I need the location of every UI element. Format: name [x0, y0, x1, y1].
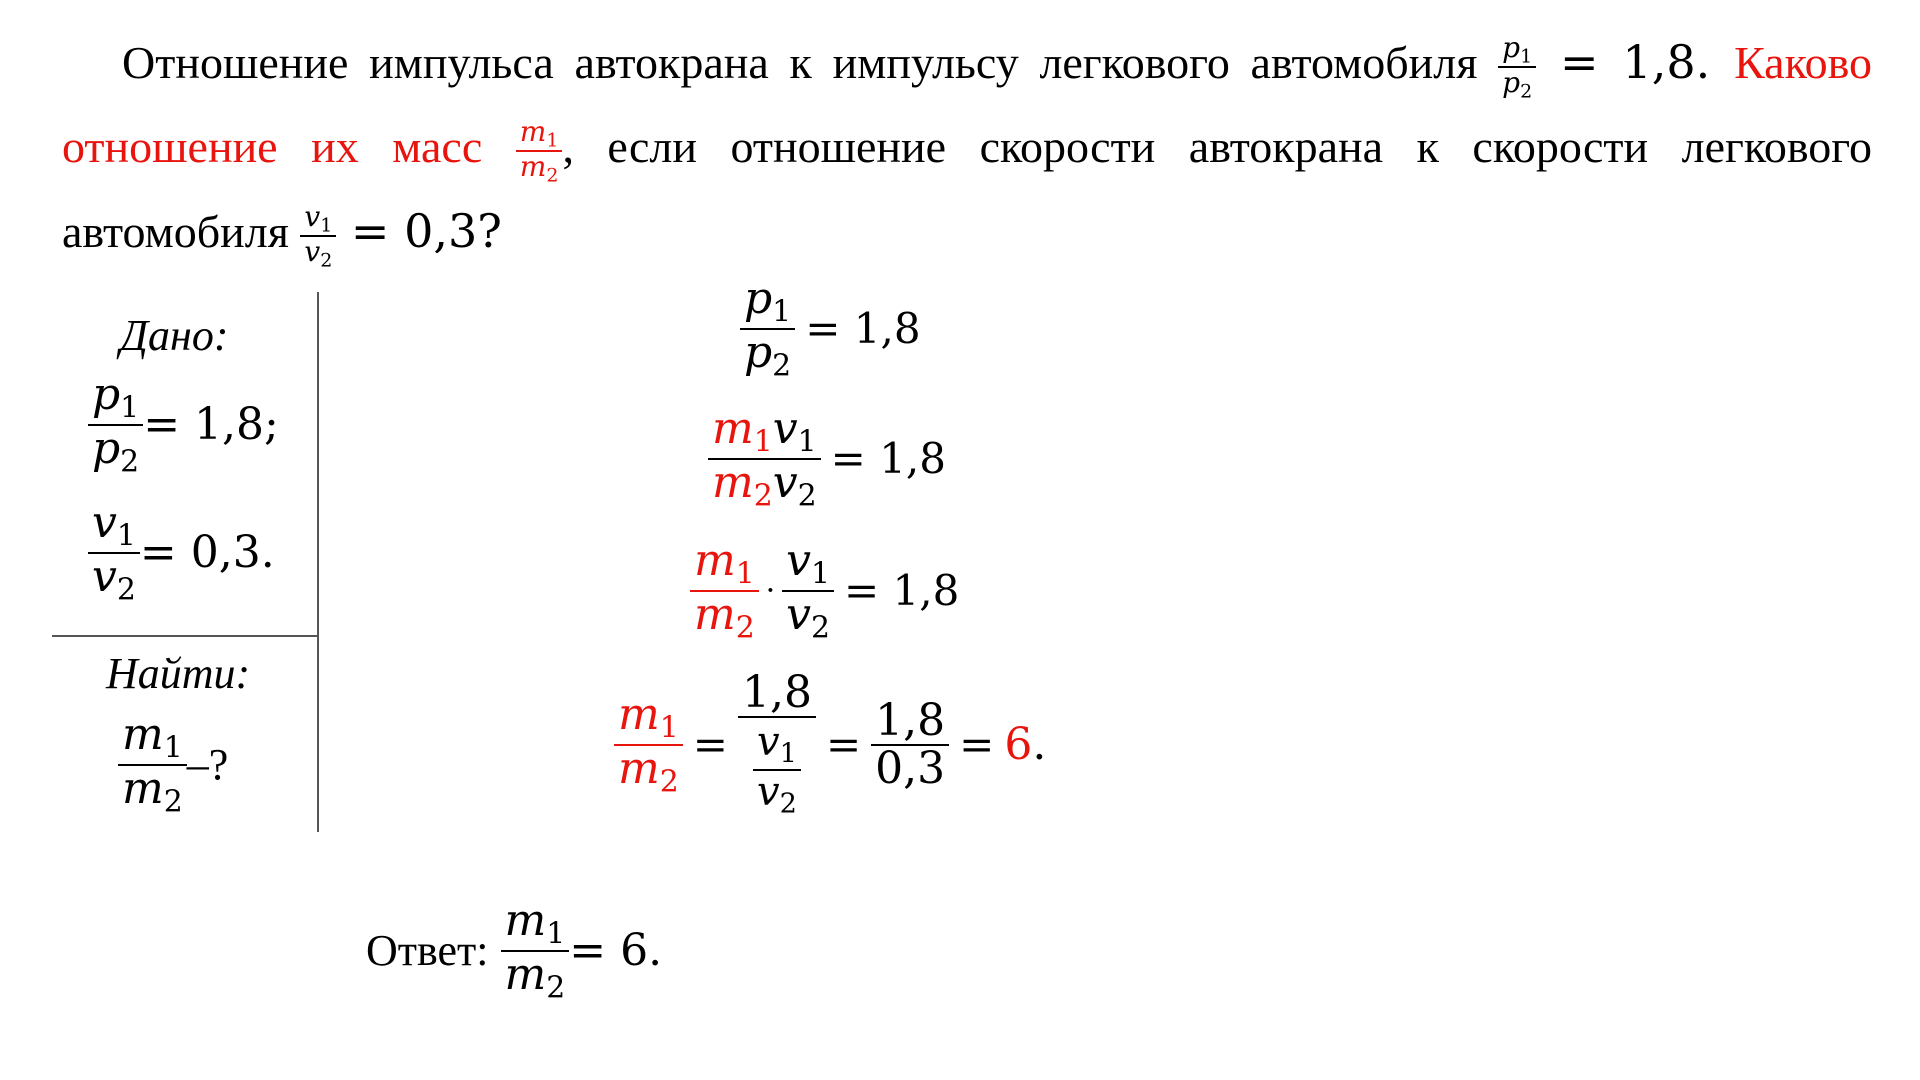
answer-line: [366, 895, 663, 1006]
given-p-value: = 1,8;: [143, 399, 279, 451]
find-m-ratio: [118, 709, 229, 820]
solution-step-2: [708, 403, 956, 514]
problem-text-before: Отношение импульса автокрана к импульсу легкового автомобиля: [122, 37, 1499, 88]
problem-ratio-v-value: = 0,3?: [336, 204, 502, 258]
fraction-m1-m2-step4: $\frac{m_1}{m_2}$: [614, 692, 683, 798]
equals-sign-1: =: [692, 720, 728, 770]
problem-text-after: , если отношение скорости автокрана к скорости легкового автомобиля: [62, 121, 1873, 257]
fraction-v1-v2-step3: $\frac{v_1}{v_2}$: [782, 538, 834, 644]
problem-statement: [62, 20, 1872, 274]
equals-sign-2: =: [825, 720, 862, 770]
given-vertical-divider: [317, 292, 319, 832]
answer-value: = 6.: [569, 925, 663, 977]
solution-step-3: [690, 535, 969, 646]
given-v-value: = 0,3.: [139, 527, 275, 579]
problem-question: Каково отношение их масс: [62, 37, 1872, 172]
given-v-ratio: [88, 497, 275, 608]
fraction-m1v1-m2v2: $\frac{m_1v_1}{m_2v_2}$: [708, 406, 821, 512]
fraction-m1-m2: $\frac{m_1}{m_2}$: [516, 117, 563, 186]
solution-step-4: [614, 667, 1047, 820]
step3-value: = 1,8: [843, 566, 960, 616]
given-p-ratio: [88, 369, 279, 480]
fraction-p1-p2-given: $\frac{p_1}{p_2}$: [88, 372, 143, 478]
fraction-p1-p2-step1: $\frac{p_1}{p_2}$: [740, 276, 795, 382]
fraction-m1-m2-find: $\frac{m_1}{m_2}$: [118, 712, 187, 818]
find-suffix: –?: [186, 740, 229, 790]
equals-sign-3: =: [959, 720, 995, 770]
fraction-1-8-over-0-3: [871, 694, 949, 794]
step4-denominator-2: 0,3: [875, 742, 946, 794]
fraction-p1-p2: $\frac{p_1}{p_2}$: [1498, 33, 1536, 102]
step4-numerator: 1,8: [738, 670, 816, 718]
nested-fraction-v1-v2: $\frac{v_1}{v_2}$: [753, 721, 801, 819]
fraction-m1-m2-step3: $\frac{m_1}{m_2}$: [690, 538, 759, 644]
find-label: Найти:: [106, 649, 251, 698]
step4-numerator-2: 1,8: [871, 698, 949, 746]
step2-value: = 1,8: [830, 434, 946, 484]
step4-result: 6: [1004, 719, 1033, 771]
multiply-dot: ·: [764, 571, 777, 609]
step1-value: = 1,8: [805, 304, 921, 354]
fraction-v1-v2: $\frac{v_1}{v_2}$: [300, 202, 336, 271]
answer-label: Ответ:: [366, 926, 489, 976]
fraction-m1-m2-answer: $\frac{m_1}{m_2}$: [501, 898, 570, 1004]
solution-step-1: [740, 273, 931, 384]
fraction-1-8-over-v-ratio: [738, 667, 816, 820]
fraction-v1-v2-given: $\frac{v_1}{v_2}$: [88, 500, 140, 606]
given-label: Дано:: [120, 311, 229, 360]
step4-end: .: [1032, 719, 1047, 771]
problem-ratio-p-value: = 1,8.: [1536, 35, 1735, 89]
given-horizontal-divider: [52, 635, 318, 637]
